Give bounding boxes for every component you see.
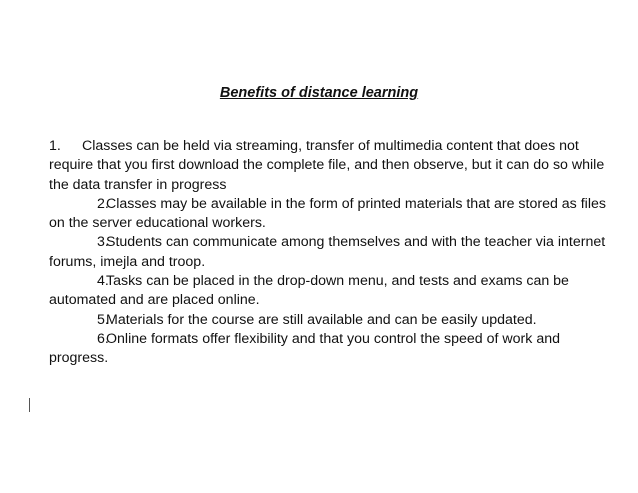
item-text: Materials for the course are still available and can be easily updated. xyxy=(106,311,537,328)
item-number: 5. xyxy=(97,311,109,328)
item-text: Online formats offer flexibility and that you control the speed of work and progress. xyxy=(49,330,560,367)
item-number: 1. xyxy=(49,138,61,154)
item-number: 3. xyxy=(97,234,109,251)
item-text: Classes can be held via streaming, transfer of multimedia content that does not require that you first download the complete file, and then observe, but it can do so while the data transfer in progress xyxy=(49,138,605,193)
list-item xyxy=(49,195,609,234)
item-number: 2. xyxy=(97,195,109,212)
list-item xyxy=(49,330,609,369)
item-number: 6. xyxy=(97,330,109,347)
list-item xyxy=(49,311,609,330)
list-item xyxy=(49,233,609,272)
text-cursor xyxy=(29,398,30,412)
item-text: Tasks can be placed in the drop-down menu, and tests and exams can be automated and are placed online. xyxy=(49,273,569,309)
item-text: Students can communicate among themselves and with the teacher via internet forums, imejla and troop. xyxy=(49,234,606,270)
item-text: Classes may be available in the form of printed materials that are stored as files on the server educational workers. xyxy=(49,195,606,232)
list-item xyxy=(49,272,609,311)
list-item xyxy=(49,137,609,195)
item-number: 4. xyxy=(97,273,109,290)
benefits-list xyxy=(49,137,609,369)
document-title: Benefits of distance learning xyxy=(219,85,419,101)
